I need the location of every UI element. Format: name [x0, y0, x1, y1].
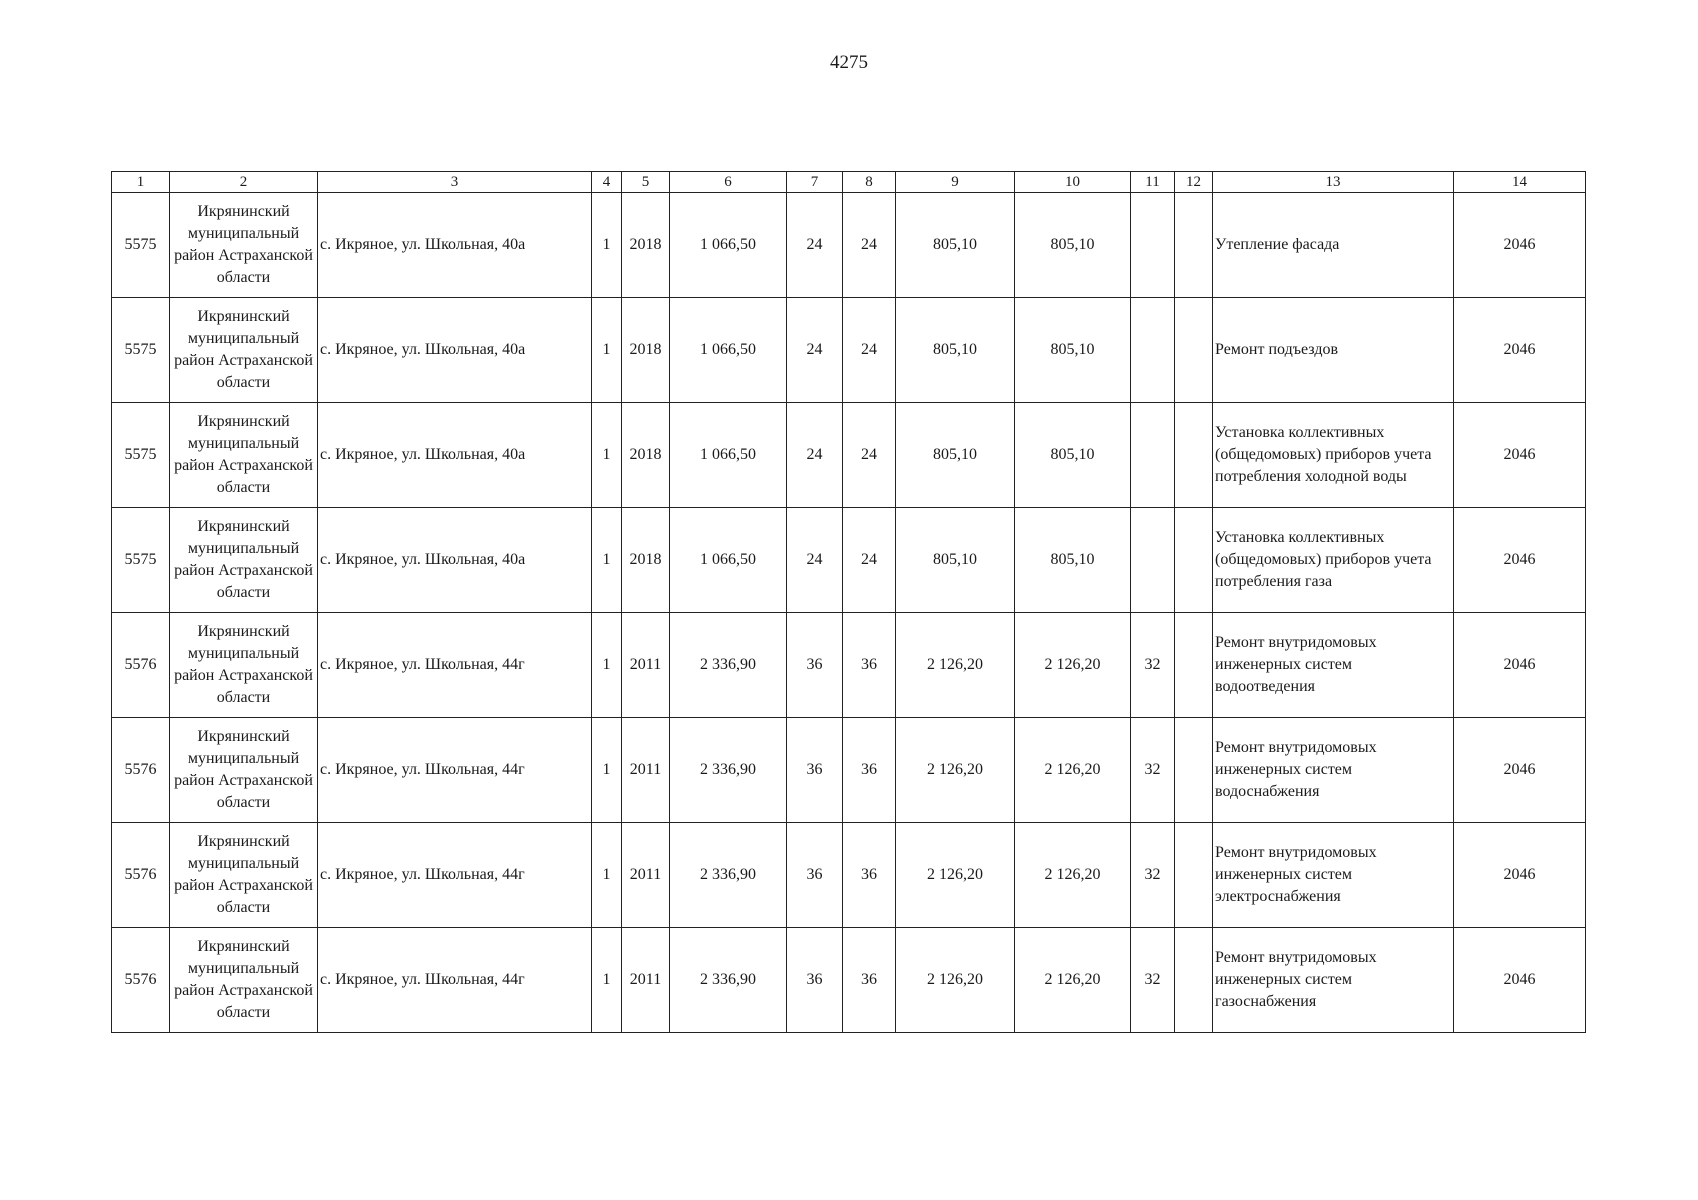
- cell-work-type: Установка коллективных (общедомовых) приборов учета потребления холодной воды: [1213, 403, 1454, 508]
- cell-col-7: 24: [787, 403, 843, 508]
- cell-col-7: 24: [787, 508, 843, 613]
- cell-col-4: 1: [592, 718, 622, 823]
- cell-year: 2011: [622, 928, 670, 1033]
- column-header: 13: [1213, 172, 1454, 193]
- cell-record-number: 5575: [112, 508, 170, 613]
- cell-area-9: 805,10: [896, 193, 1015, 298]
- column-header: 10: [1015, 172, 1131, 193]
- cell-col-8: 36: [843, 718, 896, 823]
- cell-area-10: 805,10: [1015, 193, 1131, 298]
- cell-year: 2011: [622, 718, 670, 823]
- cell-period: 2046: [1454, 718, 1586, 823]
- table-row: [112, 823, 1586, 928]
- cell-col-7: 36: [787, 613, 843, 718]
- cell-municipality: Икрянинский муниципальный район Астраханской области: [170, 928, 318, 1033]
- cell-year: 2018: [622, 193, 670, 298]
- cell-area-9: 2 126,20: [896, 928, 1015, 1033]
- column-header: 12: [1175, 172, 1213, 193]
- cell-municipality: Икрянинский муниципальный район Астраханской области: [170, 823, 318, 928]
- cell-municipality: Икрянинский муниципальный район Астраханской области: [170, 193, 318, 298]
- cell-record-number: 5575: [112, 403, 170, 508]
- column-header: 8: [843, 172, 896, 193]
- cell-year: 2011: [622, 823, 670, 928]
- column-header: 6: [670, 172, 787, 193]
- table-row: [112, 193, 1586, 298]
- cell-year: 2011: [622, 613, 670, 718]
- cell-col-12: [1175, 193, 1213, 298]
- cell-col-7: 24: [787, 298, 843, 403]
- cell-col-12: [1175, 508, 1213, 613]
- cell-work-type: Ремонт внутридомовых инженерных систем электроснабжения: [1213, 823, 1454, 928]
- cell-address: с. Икряное, ул. Школьная, 44г: [318, 928, 592, 1033]
- cell-record-number: 5576: [112, 928, 170, 1033]
- cell-year: 2018: [622, 508, 670, 613]
- repair-program-table: [111, 171, 1586, 1033]
- cell-address: с. Икряное, ул. Школьная, 40а: [318, 508, 592, 613]
- cell-col-7: 24: [787, 193, 843, 298]
- cell-work-type: Ремонт внутридомовых инженерных систем водоотведения: [1213, 613, 1454, 718]
- cell-municipality: Икрянинский муниципальный район Астраханской области: [170, 718, 318, 823]
- cell-col-7: 36: [787, 718, 843, 823]
- cell-area-10: 2 126,20: [1015, 613, 1131, 718]
- cell-record-number: 5575: [112, 193, 170, 298]
- cell-area-9: 2 126,20: [896, 718, 1015, 823]
- cell-col-8: 24: [843, 403, 896, 508]
- cell-municipality: Икрянинский муниципальный район Астраханской области: [170, 508, 318, 613]
- cell-col-7: 36: [787, 928, 843, 1033]
- column-header: 3: [318, 172, 592, 193]
- cell-col-8: 24: [843, 298, 896, 403]
- cell-area-10: 2 126,20: [1015, 928, 1131, 1033]
- cell-col-11: 32: [1131, 613, 1175, 718]
- cell-record-number: 5575: [112, 298, 170, 403]
- column-header: 11: [1131, 172, 1175, 193]
- table-row: [112, 403, 1586, 508]
- cell-municipality: Икрянинский муниципальный район Астраханской области: [170, 298, 318, 403]
- cell-work-type: Утепление фасада: [1213, 193, 1454, 298]
- table-row: [112, 718, 1586, 823]
- cell-col-12: [1175, 613, 1213, 718]
- cell-col-8: 24: [843, 508, 896, 613]
- header-row: [112, 172, 1586, 193]
- cell-col-12: [1175, 823, 1213, 928]
- cell-period: 2046: [1454, 613, 1586, 718]
- cell-work-type: Установка коллективных (общедомовых) приборов учета потребления газа: [1213, 508, 1454, 613]
- cell-municipality: Икрянинский муниципальный район Астраханской области: [170, 403, 318, 508]
- cell-address: с. Икряное, ул. Школьная, 40а: [318, 403, 592, 508]
- table-row: [112, 298, 1586, 403]
- cell-area-10: 805,10: [1015, 508, 1131, 613]
- cell-col-4: 1: [592, 508, 622, 613]
- cell-total-area: 2 336,90: [670, 928, 787, 1033]
- cell-col-12: [1175, 403, 1213, 508]
- cell-year: 2018: [622, 298, 670, 403]
- table-row: [112, 613, 1586, 718]
- cell-area-9: 805,10: [896, 403, 1015, 508]
- cell-col-12: [1175, 928, 1213, 1033]
- cell-total-area: 1 066,50: [670, 508, 787, 613]
- cell-period: 2046: [1454, 403, 1586, 508]
- cell-total-area: 1 066,50: [670, 403, 787, 508]
- cell-year: 2018: [622, 403, 670, 508]
- cell-col-11: 32: [1131, 823, 1175, 928]
- cell-area-9: 2 126,20: [896, 613, 1015, 718]
- table-body: [112, 193, 1586, 1033]
- cell-col-12: [1175, 718, 1213, 823]
- cell-total-area: 1 066,50: [670, 298, 787, 403]
- cell-work-type: Ремонт подъездов: [1213, 298, 1454, 403]
- cell-total-area: 2 336,90: [670, 823, 787, 928]
- cell-address: с. Икряное, ул. Школьная, 40а: [318, 193, 592, 298]
- cell-period: 2046: [1454, 928, 1586, 1033]
- column-header: 4: [592, 172, 622, 193]
- cell-col-11: [1131, 403, 1175, 508]
- cell-col-7: 36: [787, 823, 843, 928]
- column-header: 1: [112, 172, 170, 193]
- column-header: 5: [622, 172, 670, 193]
- table-row: [112, 508, 1586, 613]
- cell-col-8: 36: [843, 823, 896, 928]
- table-row: [112, 928, 1586, 1033]
- cell-col-4: 1: [592, 298, 622, 403]
- cell-address: с. Икряное, ул. Школьная, 44г: [318, 823, 592, 928]
- cell-total-area: 2 336,90: [670, 613, 787, 718]
- cell-col-4: 1: [592, 613, 622, 718]
- cell-area-10: 805,10: [1015, 403, 1131, 508]
- cell-period: 2046: [1454, 193, 1586, 298]
- cell-area-10: 805,10: [1015, 298, 1131, 403]
- cell-col-4: 1: [592, 823, 622, 928]
- cell-record-number: 5576: [112, 718, 170, 823]
- cell-address: с. Икряное, ул. Школьная, 44г: [318, 613, 592, 718]
- cell-period: 2046: [1454, 298, 1586, 403]
- cell-work-type: Ремонт внутридомовых инженерных систем газоснабжения: [1213, 928, 1454, 1033]
- table-header: [112, 172, 1586, 193]
- cell-municipality: Икрянинский муниципальный район Астраханской области: [170, 613, 318, 718]
- cell-area-10: 2 126,20: [1015, 718, 1131, 823]
- cell-total-area: 1 066,50: [670, 193, 787, 298]
- cell-address: с. Икряное, ул. Школьная, 44г: [318, 718, 592, 823]
- cell-col-11: 32: [1131, 718, 1175, 823]
- cell-record-number: 5576: [112, 613, 170, 718]
- cell-col-4: 1: [592, 928, 622, 1033]
- cell-col-11: [1131, 298, 1175, 403]
- column-header: 14: [1454, 172, 1586, 193]
- cell-col-8: 36: [843, 613, 896, 718]
- cell-col-8: 24: [843, 193, 896, 298]
- cell-col-11: [1131, 508, 1175, 613]
- cell-period: 2046: [1454, 823, 1586, 928]
- column-header: 2: [170, 172, 318, 193]
- cell-col-4: 1: [592, 403, 622, 508]
- cell-area-9: 805,10: [896, 508, 1015, 613]
- cell-record-number: 5576: [112, 823, 170, 928]
- cell-area-10: 2 126,20: [1015, 823, 1131, 928]
- page-number: 4275: [830, 52, 868, 73]
- cell-col-4: 1: [592, 193, 622, 298]
- column-header: 7: [787, 172, 843, 193]
- column-header: 9: [896, 172, 1015, 193]
- cell-col-12: [1175, 298, 1213, 403]
- cell-col-11: [1131, 193, 1175, 298]
- cell-area-9: 2 126,20: [896, 823, 1015, 928]
- cell-area-9: 805,10: [896, 298, 1015, 403]
- cell-col-11: 32: [1131, 928, 1175, 1033]
- cell-work-type: Ремонт внутридомовых инженерных систем водоснабжения: [1213, 718, 1454, 823]
- cell-period: 2046: [1454, 508, 1586, 613]
- cell-address: с. Икряное, ул. Школьная, 40а: [318, 298, 592, 403]
- cell-total-area: 2 336,90: [670, 718, 787, 823]
- cell-col-8: 36: [843, 928, 896, 1033]
